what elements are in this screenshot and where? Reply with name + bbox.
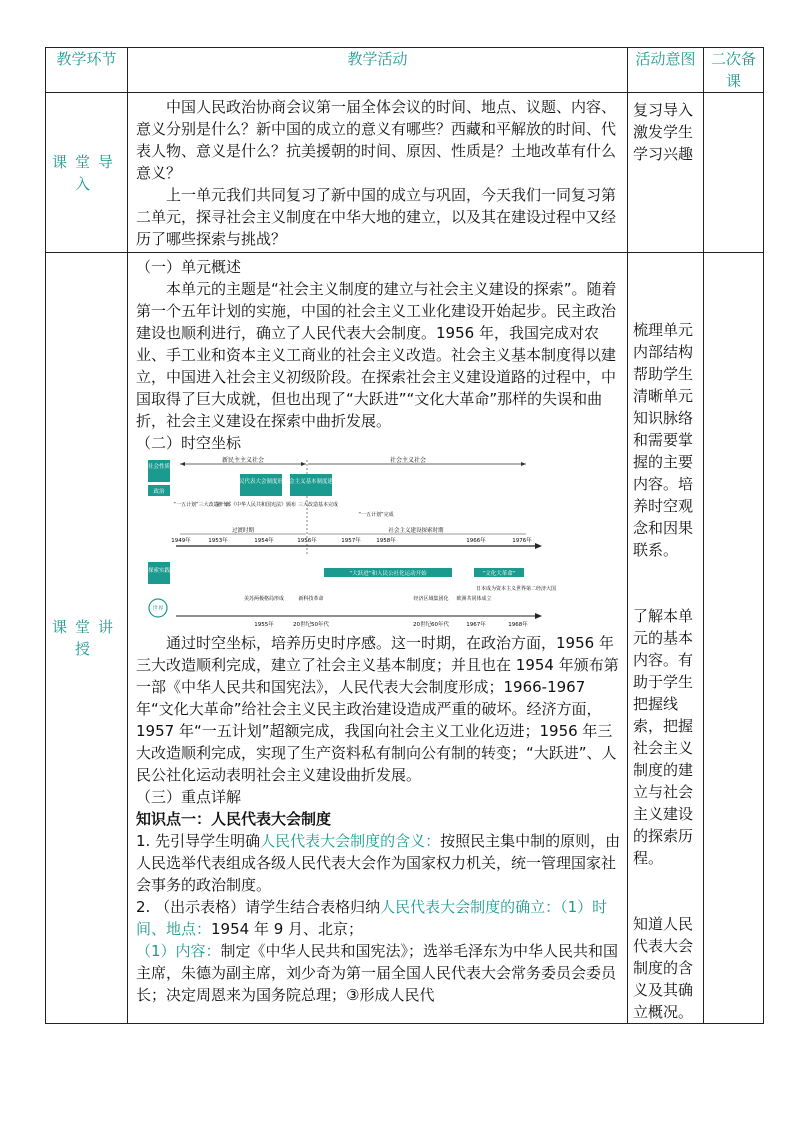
lecture-activity	[128, 253, 628, 1024]
k1-p1-lead: 1. 先引导学生明确	[136, 832, 261, 850]
timeline-figure	[146, 458, 621, 630]
box-socialism-est: 社会主义基本制度建立	[283, 479, 339, 485]
header-teaching-activity: 教学活动	[128, 48, 628, 93]
knowledge-point-1-content	[136, 940, 621, 1006]
note-plan-done: “一五计划”完成	[358, 512, 394, 518]
lecture-second-prep	[704, 253, 764, 1024]
box-socialism-bg	[290, 474, 332, 496]
k1-p2-lead: 2. （出示表格）请学生结合表格归纳	[136, 898, 381, 916]
year-label: 1954年	[254, 538, 274, 544]
world-year: 20世纪50年代	[293, 622, 329, 628]
box-npc: 人民代表大会制度形成	[233, 479, 289, 485]
arrowhead-icon	[180, 462, 185, 466]
period-explore: 社会主义建设探索时期	[388, 528, 444, 534]
row-label-politics: 政治	[153, 489, 165, 495]
header-second-prep: 二次备课	[704, 48, 764, 93]
intent-content: 了解本单元的基本内容。有助于学生把握线索，把握社会主义制度的建立与社会主义建设的探索历程。	[633, 607, 694, 867]
row-label-society: 社会性质	[147, 464, 171, 470]
year-label: 1957年	[341, 538, 361, 544]
period-transition: 过渡时期	[231, 528, 255, 534]
intro-activity	[128, 93, 628, 253]
year-label: 1949年	[171, 538, 191, 544]
k1-p2-body: 1954 年 9 月、北京；	[211, 920, 364, 938]
world-year: 1967年	[466, 622, 486, 628]
world-note: 欧洲共同体成立	[456, 596, 492, 602]
k1-p3-highlight: （1）内容：	[136, 942, 221, 960]
k1-p3-body: 制定《中华人民共和国宪法》；选举毛泽东为中华人民共和国主席，朱德为副主席，刘少奇为第一届全国人民代表大会常务委员会委员长；决定周恩来为国务院总理；③形成人民代	[136, 942, 619, 1004]
year-label: 1953年	[208, 538, 228, 544]
world-note: 新科技革命	[298, 596, 324, 602]
timeline-svg	[146, 457, 557, 630]
band-leap: “大跃进”和人民公社化运动开始	[349, 571, 427, 577]
era-socialism: 社会主义社会	[389, 457, 427, 464]
world-year: 1968年	[508, 622, 528, 628]
arrowhead-icon	[521, 462, 526, 466]
heading-key-points: （三）重点详解	[136, 788, 242, 806]
knowledge-point-1-establish	[136, 896, 621, 940]
year-label: 1976年	[512, 538, 532, 544]
heading-unit-overview: （一）单元概述	[136, 258, 242, 276]
band-cr: “文化大革命”	[482, 571, 516, 577]
heading-timeline: （二）时空坐标	[136, 434, 242, 452]
world-note: 日本成为资本主义世界第二经济大国	[475, 586, 557, 592]
lecture-intent	[628, 253, 704, 1024]
k1-p1-body: 按照民主集中制的原则，由人民选举代表组成各级人民代表大会作为国家权力机关，统一管理国家社会事务的政治制度。	[136, 832, 621, 894]
timeline-summary: 通过时空坐标，培养历史时序感。这一时期，在政治方面，1956 年三大改造顺利完成，建立了社会主义基本制度；并且也在 1954 年颁布第一部《中华人民共和国宪法》，人民代表大会制度形成；1966-1967 年“文化大革命”给社会主义民主政治建设造成严重的破坏。经济方面，1957 年“一五计划”超额完成，我国向社会主义工业化迈进；1956 年三大改造顺利完成，实现了生产资料私有制向公有制的转变；“大跃进”、人民公社化运动表明社会主义建设曲折发展。	[136, 634, 619, 784]
header-teaching-stage: 教学环节	[46, 48, 128, 93]
world-note: 美苏两极格局形成	[243, 596, 285, 602]
unit-overview-text: 本单元的主题是“社会主义制度的建立与社会主义建设的探索”。随着第一个五年计划的实施，中国的社会主义工业化建设开始起步。民主政治建设也顺利进行，确立了人民代表大会制度。1956 年，我国完成对农业、手工业和资本主义工商业的社会主义改造。社会主义基本制度得以建立，中国进入社会主义初级阶段。在探索社会主义建设道路的过程中，中国取得了巨大成就，但也出现了“大跃进”“文化大革命”那样的失误和曲折，社会主义建设在探索中曲折发展。	[136, 280, 617, 430]
header-activity-intent: 活动意图	[628, 48, 704, 93]
era-new-democracy: 新民主主义社会	[221, 457, 265, 464]
intro-transition: 上一单元我们共同复习了新中国的成立与巩固，今天我们一同复习第二单元，探寻社会主义制度在中华大地的建立，以及其在建设过程中又经历了哪些探索与挑战？	[136, 186, 617, 248]
intro-intent: 复习导入激发学生学习兴趣	[628, 93, 704, 253]
knowledge-point-1-meaning	[136, 830, 621, 896]
intro-row	[46, 93, 764, 253]
axis-arrow-icon	[535, 543, 542, 549]
intent-npc: 知道人民代表大会制度的含义及其确立概况。	[633, 915, 694, 1021]
row-label-explore: 探索实践	[147, 568, 171, 574]
axis-arrow-icon	[535, 613, 542, 619]
knowledge-point-1-title: 知识点一：人民代表大会制度	[136, 810, 332, 828]
world-note: 经济区域集团化	[413, 596, 449, 602]
lesson-plan-table	[45, 47, 764, 1024]
box-npc-bg	[240, 474, 282, 496]
lecture-row	[46, 253, 764, 1024]
note-constitution: 第一部《中华人民共和国宪法》颁布	[215, 502, 297, 508]
section-lecture-label: 课堂讲授	[46, 253, 128, 1024]
year-ticks	[171, 536, 532, 544]
section-intro-label: 课堂导入	[46, 93, 128, 253]
note-plan-start: “一五计划”三大改造开始	[173, 502, 229, 508]
row-label-world: 世界	[152, 606, 164, 612]
world-year: 20世纪60年代	[413, 622, 449, 628]
intro-questions: 中国人民政治协商会议第一届全体会议的时间、地点、议题、内容、意义分别是什么？新中国的成立的意义有哪些？西藏和平解放的时间、代表人物、意义是什么？抗美援朝的时间、原因、性质是？土地改革有什么意义？	[136, 98, 617, 182]
note-reform-done: 三大改造基本完成	[297, 502, 339, 508]
header-row	[46, 48, 764, 93]
year-label: 1966年	[466, 538, 486, 544]
lesson-plan-page	[45, 47, 763, 1024]
year-label: 1958年	[376, 538, 396, 544]
intent-structure: 梳理单元内部结构帮助学生清晰单元知识脉络和需要掌握的主要内容。培养时空观念和因果联系。	[633, 321, 694, 559]
arrowhead-icon	[301, 462, 306, 466]
intro-second-prep	[704, 93, 764, 253]
k1-p2-highlight: 人民代表大会制度的确立：（1）时间、地点：	[136, 898, 608, 938]
world-year: 1955年	[254, 622, 274, 628]
k1-p1-highlight: 人民代表大会制度的含义：	[260, 832, 441, 850]
year-label: 1956年	[297, 538, 317, 544]
